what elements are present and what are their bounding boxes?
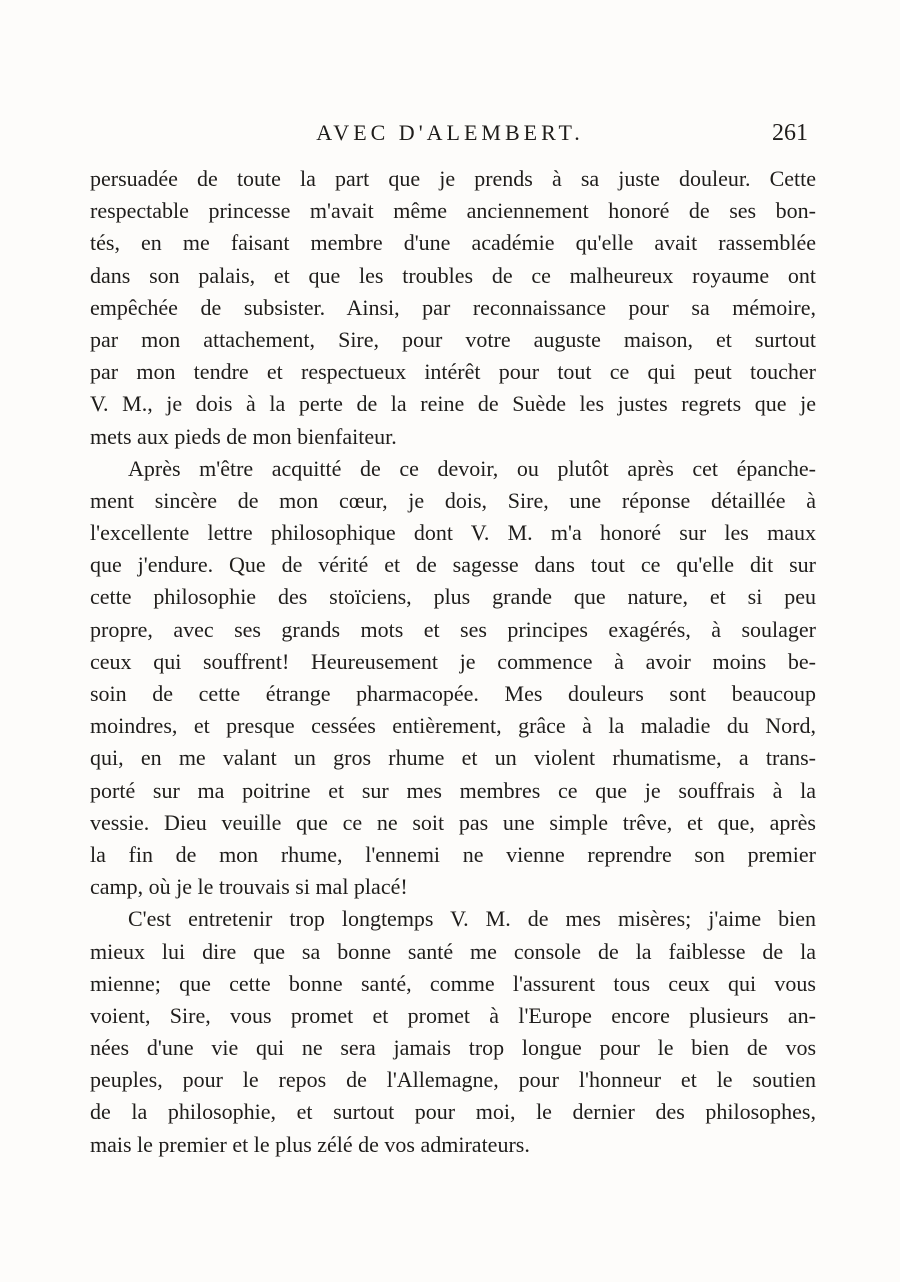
text-line: Après m'être acquitté de ce devoir, ou plutôt après cet épanche- xyxy=(128,455,816,481)
text-line: moindres, et presque cessées entièrement, grâce à la maladie du Nord, xyxy=(90,713,816,739)
page-number: 261 xyxy=(772,120,808,146)
text-line: persuadée de toute la part que je prends à sa juste douleur. Cette xyxy=(90,166,816,191)
running-title: AVEC D'ALEMBERT. xyxy=(316,120,584,145)
running-head xyxy=(0,112,900,152)
text-line: voient, Sire, vous promet et promet à l'Europe encore plusieurs an- xyxy=(90,1002,816,1028)
paragraph xyxy=(90,903,816,1161)
text-line: camp, où je le trouvais si mal placé! xyxy=(90,874,408,900)
text-line: C'est entretenir trop longtemps V. M. de mes misères; j'aime bien xyxy=(128,906,816,932)
text-line: V. M., je dois à la perte de la reine de Suède les justes regrets que je xyxy=(90,391,816,417)
text-line: mais le premier et le plus zélé de vos admirateurs. xyxy=(90,1131,530,1157)
text-line: nées d'une vie qui ne sera jamais trop longue pour le bien de vos xyxy=(90,1035,816,1061)
text-line: soin de cette étrange pharmacopée. Mes douleurs sont beaucoup xyxy=(90,681,816,706)
text-line: qui, en me valant un gros rhume et un violent rhumatisme, a trans- xyxy=(90,745,816,771)
text-line: cette philosophie des stoïciens, plus grande que nature, et si peu xyxy=(90,584,816,610)
text-line: l'excellente lettre philosophique dont V. M. m'a honoré sur les maux xyxy=(90,520,816,546)
paragraph xyxy=(90,163,816,453)
body-text xyxy=(90,163,816,1161)
text-line: vessie. Dieu veuille que ce ne soit pas une simple trêve, et que, après xyxy=(90,809,816,835)
text-line: la fin de mon rhume, l'ennemi ne vienne reprendre son premier xyxy=(90,841,816,867)
text-line: peuples, pour le repos de l'Allemagne, pour l'honneur et le soutien xyxy=(90,1067,816,1093)
text-line: que j'endure. Que de vérité et de sagesse dans tout ce qu'elle dit sur xyxy=(90,552,816,578)
text-line: par mon tendre et respectueux intérêt pour tout ce qui peut toucher xyxy=(90,359,816,385)
text-line: mets aux pieds de mon bienfaiteur. xyxy=(90,423,397,449)
text-line: ment sincère de mon cœur, je dois, Sire, une réponse détaillée à xyxy=(90,487,816,513)
text-line: de la philosophie, et surtout pour moi, le dernier des philosophes, xyxy=(90,1099,816,1125)
text-line: dans son palais, et que les troubles de ce malheureux royaume ont xyxy=(90,262,816,288)
text-line: propre, avec ses grands mots et ses principes exagérés, à soulager xyxy=(90,616,816,642)
text-line: porté sur ma poitrine et sur mes membres ce que je souffrais à la xyxy=(90,777,816,803)
text-line: empêchée de subsister. Ainsi, par reconnaissance pour sa mémoire, xyxy=(90,294,816,320)
text-line: respectable princesse m'avait même anciennement honoré de ses bon- xyxy=(90,198,816,224)
text-line: mienne; que cette bonne santé, comme l'assurent tous ceux qui vous xyxy=(90,970,816,996)
text-line: par mon attachement, Sire, pour votre auguste maison, et surtout xyxy=(90,326,816,352)
text-line: ceux qui souffrent! Heureusement je commence à avoir moins be- xyxy=(90,648,816,674)
text-line: tés, en me faisant membre d'une académie qu'elle avait rassemblée xyxy=(90,230,816,256)
paragraph xyxy=(90,453,816,904)
text-line: mieux lui dire que sa bonne santé me console de la faiblesse de la xyxy=(90,938,816,964)
